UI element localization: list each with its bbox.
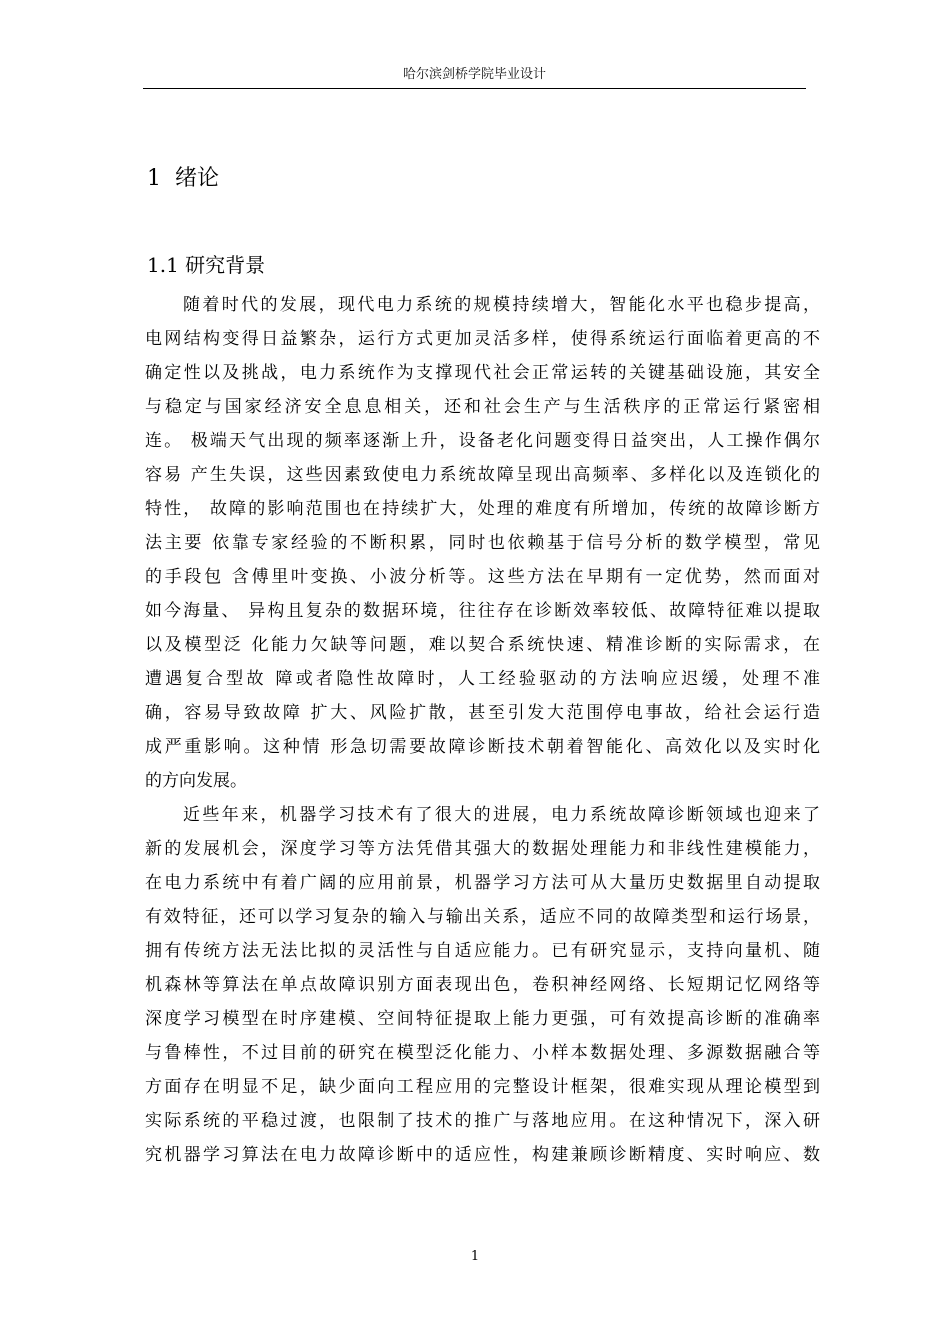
- paragraph-line: 实际系统的平稳过渡，也限制了技术的推广与落地应用。在这种情况下，深入研: [145, 1111, 820, 1131]
- paragraph-line: 确，容易导致故障 扩大、风险扩散，甚至引发大范围停电事故，给社会运行造: [145, 703, 820, 723]
- paragraph-line: 电网结构变得日益繁杂，运行方式更加灵活多样，使得系统运行面临着更高的不: [145, 329, 820, 349]
- paragraph-line: 确定性以及挑战，电力系统作为支撑现代社会正常运转的关键基础设施，其安全: [145, 363, 820, 383]
- chapter-title: 1 绪论: [147, 166, 219, 191]
- paragraph-line: 新的发展机会，深度学习等方法凭借其强大的数据处理能力和非线性建模能力，: [145, 839, 820, 859]
- paragraph-line: 随着时代的发展，现代电力系统的规模持续增大，智能化水平也稳步提高，: [183, 295, 820, 315]
- paragraph-line: 在电力系统中有着广阔的应用前景，机器学习方法可从大量历史数据里自动提取: [145, 873, 820, 893]
- header-rule: [143, 88, 806, 89]
- paragraph-line: 特性， 故障的影响范围也在持续扩大，处理的难度有所增加，传统的故障诊断方: [145, 499, 820, 519]
- paragraph-line: 法主要 依靠专家经验的不断积累，同时也依赖基于信号分析的数学模型，常见: [145, 533, 820, 553]
- page-number: 1: [470, 1249, 480, 1264]
- paragraph-line: 成严重影响。这种情 形急切需要故障诊断技术朝着智能化、高效化以及实时化: [145, 737, 820, 757]
- paragraph-line: 容易 产生失误，这些因素致使电力系统故障呈现出高频率、多样化以及连锁化的: [145, 465, 820, 485]
- paragraph-line: 究机器学习算法在电力故障诊断中的适应性，构建兼顾诊断精度、实时响应、数: [145, 1145, 820, 1165]
- paragraph-line: 与鲁棒性，不过目前的研究在模型泛化能力、小样本数据处理、多源数据融合等: [145, 1043, 820, 1063]
- paragraph-line: 连。 极端天气出现的频率逐渐上升，设备老化问题变得日益突出，人工操作偶尔: [145, 431, 820, 451]
- paragraph-line: 的方向发展。: [145, 771, 247, 791]
- paragraph-line: 与稳定与国家经济安全息息相关，还和社会生产与生活秩序的正常运行紧密相: [145, 397, 820, 417]
- paragraph-line: 机森林等算法在单点故障识别方面表现出色，卷积神经网络、长短期记忆网络等: [145, 975, 820, 995]
- paragraph-line: 以及模型泛 化能力欠缺等问题，难以契合系统快速、精准诊断的实际需求，在: [145, 635, 820, 655]
- paragraph-line: 近些年来，机器学习技术有了很大的进展，电力系统故障诊断领域也迎来了: [183, 805, 820, 825]
- paragraph-line: 如今海量、 异构且复杂的数据环境，往往存在诊断效率较低、故障特征难以提取: [145, 601, 820, 621]
- paragraph-line: 深度学习模型在时序建模、空间特征提取上能力更强，可有效提高诊断的准确率: [145, 1009, 820, 1029]
- paragraph-line: 拥有传统方法无法比拟的灵活性与自适应能力。已有研究显示，支持向量机、随: [145, 941, 820, 961]
- paragraph-line: 遭遇复合型故 障或者隐性故障时，人工经验驱动的方法响应迟缓，处理不准: [145, 669, 820, 689]
- section-title: 1.1 研究背景: [147, 253, 266, 277]
- paragraph-line: 的手段包 含傅里叶变换、小波分析等。这些方法在早期有一定优势，然而面对: [145, 567, 820, 587]
- paragraph-line: 有效特征，还可以学习复杂的输入与输出关系，适应不同的故障类型和运行场景，: [145, 907, 820, 927]
- page-header: 哈尔滨剑桥学院毕业设计: [402, 67, 546, 82]
- paragraph-line: 方面存在明显不足，缺少面向工程应用的完整设计框架，很难实现从理论模型到: [145, 1077, 820, 1097]
